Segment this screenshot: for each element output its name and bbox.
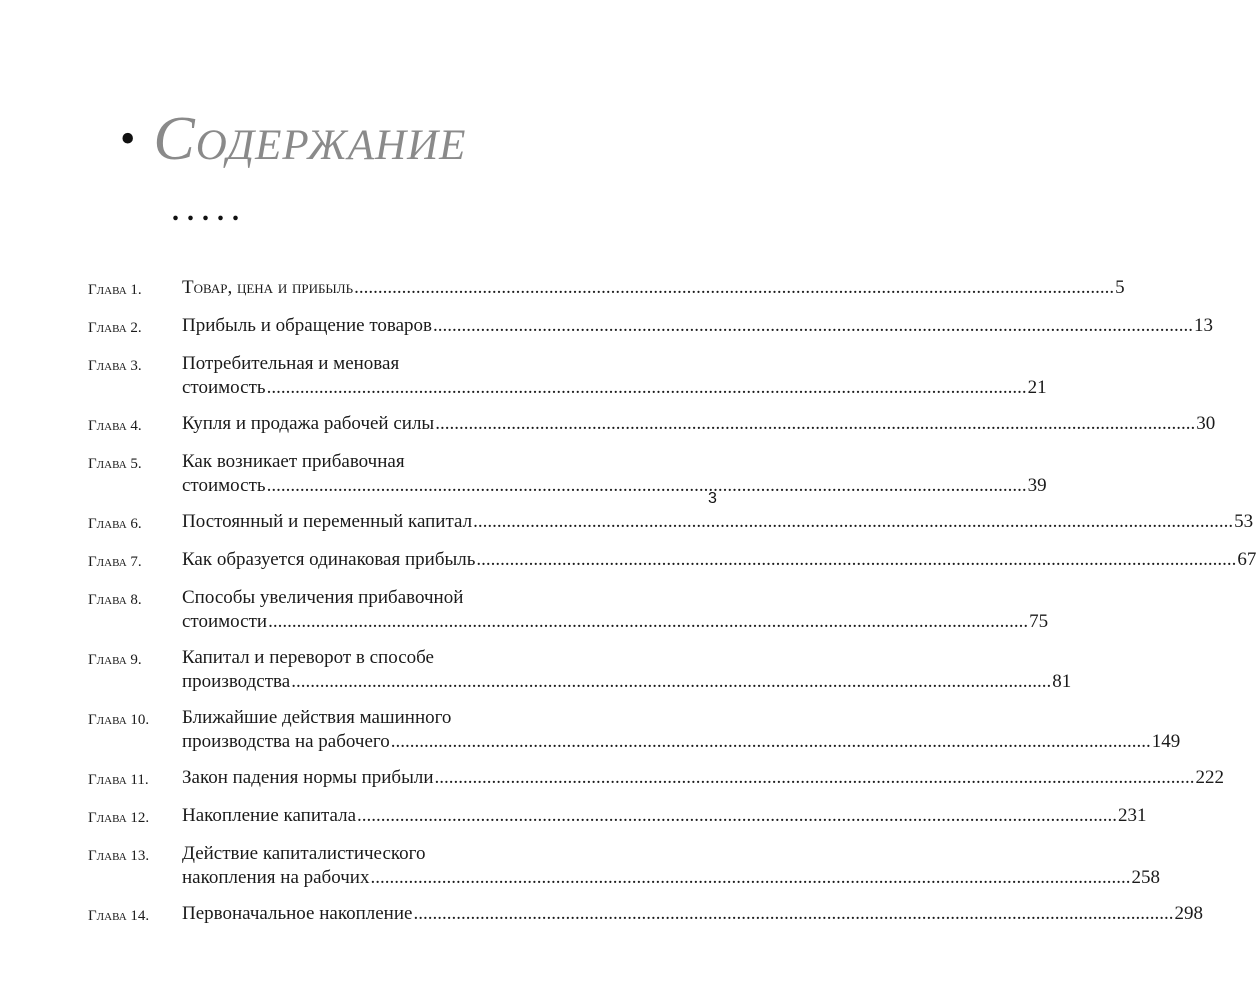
chapter-title [182, 646, 1071, 694]
chapter-label: Глава 6. [88, 516, 142, 532]
dot-leader [370, 866, 1130, 890]
chapter-title-line: Ближайшие действия машинного [182, 707, 452, 728]
chapter-page-number: 5 [1115, 277, 1125, 298]
chapter-title-line: стоимость [182, 475, 266, 496]
dot-leader [391, 730, 1151, 754]
chapter-title-line: Потребительная и меновая [182, 353, 400, 374]
toc-entry[interactable] [88, 276, 1125, 302]
chapter-label: Глава 5. [88, 456, 142, 472]
dot-leader [435, 412, 1195, 436]
chapter-title-line: производства [182, 671, 291, 692]
toc-entry[interactable] [88, 766, 1224, 792]
toc-entry[interactable] [88, 842, 1160, 890]
chapter-title-line: Капитал и переворот в способе [182, 647, 434, 668]
chapter-page-number: 21 [1027, 377, 1047, 398]
chapter-page-number: 222 [1195, 767, 1224, 788]
chapter-title-line: стоимости [182, 611, 268, 632]
toc-entry[interactable] [88, 352, 1047, 400]
dot-leader [473, 510, 1233, 534]
chapter-label: Глава 1. [88, 282, 142, 298]
chapter-title-line: Действие капиталистического [182, 843, 426, 864]
dot-leader [435, 766, 1195, 790]
chapter-page-number: 298 [1174, 903, 1203, 924]
toc-entry[interactable] [88, 314, 1213, 340]
chapter-title [182, 842, 1160, 890]
toc-heading [120, 105, 467, 173]
chapter-label: Глава 2. [88, 320, 142, 336]
toc-entry[interactable] [88, 450, 1047, 498]
chapter-title [182, 804, 1147, 828]
page-number: 3 [708, 490, 717, 507]
toc-entry[interactable] [88, 586, 1049, 634]
chapter-page-number: 67 [1237, 549, 1256, 570]
chapter-page-number: 75 [1029, 611, 1049, 632]
table-of-contents [88, 276, 1256, 940]
chapter-label: Глава 9. [88, 652, 142, 668]
chapter-page-number: 13 [1194, 315, 1213, 336]
toc-entry[interactable] [88, 510, 1254, 536]
bullet-icon: • [120, 114, 136, 163]
chapter-page-number: 53 [1234, 511, 1254, 532]
chapter-title-line: стоимость [182, 377, 266, 398]
heading-ornament: ..... [172, 196, 247, 227]
dot-leader [357, 804, 1117, 828]
dot-leader [267, 376, 1027, 400]
toc-entry[interactable] [88, 646, 1072, 694]
chapter-title [182, 766, 1224, 790]
chapter-title [182, 586, 1048, 634]
chapter-label: Глава 8. [88, 592, 142, 608]
toc-entry[interactable] [88, 706, 1181, 754]
chapter-page-number: 39 [1027, 475, 1047, 496]
chapter-title [182, 276, 1125, 300]
chapter-title-line: Накопление капитала [182, 805, 357, 826]
toc-entry[interactable] [88, 548, 1256, 574]
chapter-label: Глава 3. [88, 358, 142, 374]
chapter-title-line: Товар, цена и прибыль [182, 277, 354, 298]
chapter-title [182, 510, 1253, 534]
chapter-label: Глава 7. [88, 554, 142, 570]
chapter-page-number: 258 [1131, 867, 1160, 888]
chapter-label: Глава 12. [88, 810, 150, 826]
toc-entry[interactable] [88, 412, 1216, 438]
chapter-title-line: Первоначальное накопление [182, 903, 413, 924]
toc-entry[interactable] [88, 902, 1203, 928]
chapter-title-line: Прибыль и обращение товаров [182, 315, 432, 336]
chapter-page-number: 231 [1118, 805, 1147, 826]
chapter-page-number: 30 [1196, 413, 1216, 434]
chapter-title-line: накопления на рабочих [182, 867, 370, 888]
dot-leader [268, 610, 1028, 634]
chapter-label: Глава 10. [88, 712, 150, 728]
page-title: Содержание [153, 105, 467, 173]
chapter-title-line: Постоянный и переменный капитал [182, 511, 473, 532]
chapter-title-line: Как образуется одинаковая прибыль [182, 549, 476, 570]
chapter-page-number: 149 [1151, 731, 1181, 752]
chapter-title-line: Способы увеличения прибавочной [182, 587, 464, 608]
toc-entry[interactable] [88, 804, 1147, 830]
chapter-page-number: 81 [1052, 671, 1072, 692]
chapter-title [182, 902, 1203, 926]
chapter-title-line: Купля и продажа рабочей силы [182, 413, 435, 434]
chapter-label: Глава 13. [88, 848, 150, 864]
dot-leader [413, 902, 1173, 926]
chapter-label: Глава 14. [88, 908, 150, 924]
chapter-label: Глава 11. [88, 772, 149, 788]
chapter-title [182, 548, 1256, 572]
chapter-title-line: производства на рабочего [182, 731, 390, 752]
dot-leader [433, 314, 1193, 338]
chapter-title [182, 314, 1213, 338]
dot-leader [267, 474, 1027, 498]
chapter-label: Глава 4. [88, 418, 142, 434]
chapter-title [182, 450, 1047, 498]
chapter-title [182, 706, 1180, 754]
dot-leader [291, 670, 1051, 694]
dot-leader [476, 548, 1236, 572]
chapter-title [182, 412, 1215, 436]
dot-leader [354, 276, 1114, 300]
chapter-title [182, 352, 1047, 400]
chapter-title-line: Как возникает прибавочная [182, 451, 405, 472]
chapter-title-line: Закон падения нормы прибыли [182, 767, 434, 788]
